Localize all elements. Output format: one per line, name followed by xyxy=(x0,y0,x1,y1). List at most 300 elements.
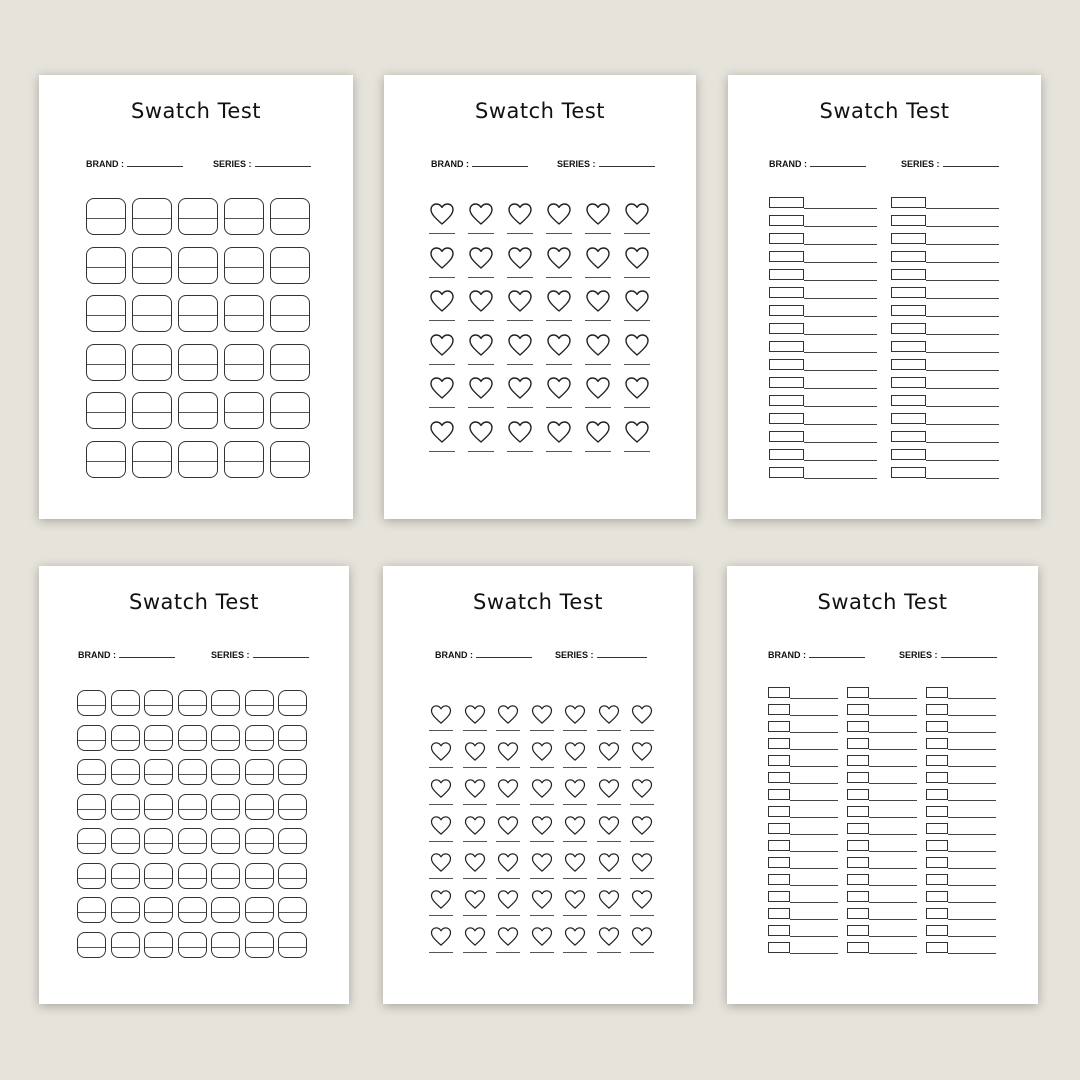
heart-label-line xyxy=(585,277,611,278)
heart-label-line xyxy=(429,277,455,278)
heart-icon xyxy=(585,421,611,443)
heart-label-line xyxy=(597,804,621,805)
swatch-box-divider xyxy=(271,315,309,316)
swatch-line-entry xyxy=(847,857,917,869)
swatch-line-entry xyxy=(891,215,999,227)
swatch-name-line xyxy=(790,732,838,733)
swatch-name-line xyxy=(804,298,877,299)
swatch-chip xyxy=(768,772,790,783)
heart-swatch xyxy=(507,334,533,366)
heart-swatch xyxy=(563,890,587,917)
swatch-chip xyxy=(926,806,948,817)
heart-label-line xyxy=(496,878,520,879)
swatch-box xyxy=(132,392,172,429)
swatch-chip xyxy=(891,359,926,370)
swatch-line-entry xyxy=(847,721,917,733)
swatch-name-line xyxy=(926,370,999,371)
swatch-chip xyxy=(891,341,926,352)
heart-swatch xyxy=(429,816,453,843)
brand-blank-line xyxy=(472,166,528,167)
swatch-line-entry xyxy=(768,891,838,903)
heart-icon xyxy=(546,377,572,399)
swatch-line-entry xyxy=(769,323,877,335)
swatch-box-divider xyxy=(246,947,273,948)
swatch-box xyxy=(77,725,106,751)
swatch-box-divider xyxy=(145,740,172,741)
swatch-box xyxy=(77,759,106,785)
heart-label-line xyxy=(468,451,494,452)
swatch-chip xyxy=(891,287,926,298)
heart-label-line xyxy=(563,952,587,953)
heart-swatch xyxy=(585,334,611,366)
heart-icon xyxy=(496,705,520,724)
template-page-swatch-lines-2col xyxy=(728,75,1041,519)
swatch-line-entry xyxy=(768,721,838,733)
swatch-name-line xyxy=(804,478,877,479)
swatch-box-divider xyxy=(78,912,105,913)
heart-swatch xyxy=(546,377,572,409)
swatch-box xyxy=(111,897,140,923)
swatch-box xyxy=(132,344,172,381)
swatch-name-line xyxy=(869,732,917,733)
heart-swatch xyxy=(496,779,520,806)
page-title: Swatch Test xyxy=(473,590,603,614)
heart-swatch xyxy=(624,334,650,366)
swatch-chip xyxy=(891,233,926,244)
heart-icon xyxy=(546,290,572,312)
swatch-chip xyxy=(891,215,926,226)
heart-icon xyxy=(507,247,533,269)
swatch-chip xyxy=(768,840,790,851)
heart-swatch xyxy=(546,334,572,366)
swatch-box xyxy=(144,863,173,889)
swatch-line-entry xyxy=(847,823,917,835)
swatch-name-line xyxy=(926,280,999,281)
swatch-chip xyxy=(847,687,869,698)
heart-label-line xyxy=(468,233,494,234)
swatch-chip xyxy=(926,772,948,783)
heart-icon xyxy=(630,816,654,835)
swatch-box xyxy=(77,690,106,716)
heart-label-line xyxy=(496,841,520,842)
series-blank-line xyxy=(941,657,997,658)
heart-label-line xyxy=(429,233,455,234)
swatch-chip xyxy=(926,874,948,885)
swatch-line-entry xyxy=(891,395,999,407)
swatch-box-divider xyxy=(179,364,217,365)
heart-swatch xyxy=(530,927,554,954)
swatch-box xyxy=(224,441,264,478)
swatch-name-line xyxy=(790,715,838,716)
swatch-name-line xyxy=(804,370,877,371)
heart-swatch xyxy=(585,421,611,453)
swatch-box xyxy=(270,344,310,381)
swatch-box-divider xyxy=(179,740,206,741)
heart-label-line xyxy=(429,767,453,768)
swatch-line-entry xyxy=(926,874,996,886)
swatch-name-line xyxy=(869,698,917,699)
swatch-name-line xyxy=(926,226,999,227)
swatch-box-divider xyxy=(179,218,217,219)
heart-icon xyxy=(530,779,554,798)
heart-icon xyxy=(463,779,487,798)
swatch-line-entry xyxy=(847,789,917,801)
swatch-line-entry xyxy=(769,467,877,479)
page-title: Swatch Test xyxy=(817,590,948,614)
heart-swatch xyxy=(429,421,455,453)
heart-swatch xyxy=(463,927,487,954)
swatch-box-divider xyxy=(145,809,172,810)
swatch-box-divider xyxy=(87,315,125,316)
series-blank-line xyxy=(597,657,647,658)
swatch-name-line xyxy=(926,262,999,263)
swatch-box-divider xyxy=(112,774,139,775)
swatch-line-entry xyxy=(926,925,996,937)
swatch-box-divider xyxy=(212,774,239,775)
swatch-box-divider xyxy=(271,218,309,219)
swatch-chip xyxy=(769,197,804,208)
swatch-line-entry xyxy=(891,323,999,335)
swatch-box xyxy=(77,828,106,854)
heart-icon xyxy=(496,816,520,835)
heart-swatch xyxy=(468,334,494,366)
swatch-name-line xyxy=(948,868,996,869)
brand-blank-line xyxy=(476,657,532,658)
swatch-name-line xyxy=(948,749,996,750)
swatch-box-divider xyxy=(279,774,306,775)
swatch-chip xyxy=(769,269,804,280)
swatch-name-line xyxy=(869,749,917,750)
heart-swatch xyxy=(463,853,487,880)
heart-icon xyxy=(597,853,621,872)
swatch-name-line xyxy=(926,316,999,317)
swatch-chip xyxy=(891,323,926,334)
brand-label: BRAND : xyxy=(769,159,807,169)
swatch-box-divider xyxy=(133,267,171,268)
heart-swatch xyxy=(429,927,453,954)
swatch-box xyxy=(211,897,240,923)
heart-icon xyxy=(597,816,621,835)
heart-icon xyxy=(429,742,453,761)
swatch-box xyxy=(178,897,207,923)
swatch-box-divider xyxy=(225,461,263,462)
swatch-box-divider xyxy=(87,267,125,268)
swatch-line-entry xyxy=(768,823,838,835)
swatch-line-entry xyxy=(847,874,917,886)
swatch-line-entry xyxy=(891,449,999,461)
swatch-box xyxy=(86,247,126,284)
heart-swatch xyxy=(429,334,455,366)
swatch-line-entry xyxy=(847,942,917,954)
heart-icon xyxy=(429,290,455,312)
swatch-line-entry xyxy=(769,431,877,443)
brand-field xyxy=(86,159,183,169)
brand-field xyxy=(78,650,175,660)
swatch-line-entry xyxy=(847,704,917,716)
heart-swatch xyxy=(563,816,587,843)
brand-label: BRAND : xyxy=(78,650,116,660)
heart-label-line xyxy=(630,841,654,842)
brand-blank-line xyxy=(809,657,865,658)
heart-label-line xyxy=(563,915,587,916)
heart-label-line xyxy=(546,233,572,234)
swatch-box xyxy=(111,828,140,854)
heart-label-line xyxy=(597,841,621,842)
heart-icon xyxy=(597,742,621,761)
heart-swatch xyxy=(585,377,611,409)
swatch-name-line xyxy=(804,460,877,461)
swatch-box xyxy=(278,828,307,854)
swatch-box-divider xyxy=(225,267,263,268)
swatch-box xyxy=(278,897,307,923)
heart-swatch xyxy=(507,203,533,235)
swatch-line-entry xyxy=(769,287,877,299)
swatch-chip xyxy=(847,942,869,953)
swatch-box-divider xyxy=(112,912,139,913)
heart-label-line xyxy=(597,915,621,916)
swatch-box xyxy=(224,392,264,429)
swatch-line-entry xyxy=(847,840,917,852)
heart-label-line xyxy=(468,277,494,278)
heart-icon xyxy=(530,705,554,724)
heart-icon xyxy=(429,927,453,946)
heart-icon xyxy=(429,203,455,225)
swatch-box xyxy=(132,441,172,478)
swatch-line-entry xyxy=(891,341,999,353)
heart-swatch xyxy=(563,705,587,732)
heart-swatch xyxy=(546,203,572,235)
swatch-line-entry xyxy=(926,806,996,818)
swatch-line-entry xyxy=(926,857,996,869)
template-page-swatch-hearts-7x7 xyxy=(383,566,693,1004)
swatch-box xyxy=(245,863,274,889)
swatch-line-entry xyxy=(768,738,838,750)
heart-label-line xyxy=(546,451,572,452)
swatch-box xyxy=(278,794,307,820)
swatch-box xyxy=(178,690,207,716)
heart-icon xyxy=(429,377,455,399)
swatch-chip xyxy=(847,925,869,936)
swatch-box-divider xyxy=(112,843,139,844)
swatch-box-divider xyxy=(87,412,125,413)
swatch-name-line xyxy=(869,885,917,886)
swatch-box xyxy=(86,441,126,478)
swatch-box-divider xyxy=(246,740,273,741)
swatch-chip xyxy=(769,359,804,370)
swatch-name-line xyxy=(790,919,838,920)
swatch-line-entry xyxy=(769,359,877,371)
heart-label-line xyxy=(429,364,455,365)
heart-swatch xyxy=(597,742,621,769)
swatch-box xyxy=(211,690,240,716)
swatch-box xyxy=(245,725,274,751)
swatch-name-line xyxy=(948,919,996,920)
heart-icon xyxy=(429,853,453,872)
heart-label-line xyxy=(496,804,520,805)
heart-label-line xyxy=(429,320,455,321)
heart-swatch xyxy=(468,247,494,279)
heart-icon xyxy=(630,853,654,872)
swatch-box-divider xyxy=(179,315,217,316)
heart-icon xyxy=(496,927,520,946)
swatch-chip xyxy=(769,233,804,244)
heart-icon xyxy=(563,927,587,946)
heart-icon xyxy=(597,779,621,798)
swatch-name-line xyxy=(869,817,917,818)
heart-swatch xyxy=(496,742,520,769)
swatch-box-divider xyxy=(179,774,206,775)
heart-icon xyxy=(468,377,494,399)
heart-label-line xyxy=(507,320,533,321)
swatch-chip xyxy=(926,721,948,732)
swatch-line-entry xyxy=(768,840,838,852)
heart-swatch xyxy=(429,377,455,409)
swatch-box-divider xyxy=(271,461,309,462)
heart-swatch xyxy=(563,853,587,880)
swatch-box-divider xyxy=(246,912,273,913)
heart-label-line xyxy=(463,952,487,953)
heart-label-line xyxy=(563,804,587,805)
heart-icon xyxy=(624,377,650,399)
swatch-chip xyxy=(926,891,948,902)
series-blank-line xyxy=(943,166,999,167)
heart-swatch xyxy=(463,779,487,806)
heart-swatch xyxy=(630,890,654,917)
swatch-box xyxy=(245,759,274,785)
heart-icon xyxy=(585,247,611,269)
swatch-name-line xyxy=(804,334,877,335)
series-blank-line xyxy=(255,166,311,167)
heart-icon xyxy=(546,203,572,225)
swatch-box-divider xyxy=(212,843,239,844)
swatch-box-divider xyxy=(112,947,139,948)
series-blank-line xyxy=(253,657,309,658)
heart-label-line xyxy=(530,915,554,916)
swatch-chip xyxy=(768,721,790,732)
heart-swatch xyxy=(624,290,650,322)
heart-swatch xyxy=(507,247,533,279)
heart-label-line xyxy=(507,407,533,408)
heart-swatch xyxy=(429,290,455,322)
swatch-box-divider xyxy=(212,740,239,741)
heart-icon xyxy=(429,247,455,269)
swatch-box-divider xyxy=(78,774,105,775)
heart-icon xyxy=(597,705,621,724)
heart-swatch xyxy=(530,705,554,732)
swatch-line-entry xyxy=(891,413,999,425)
swatch-box xyxy=(245,690,274,716)
heart-swatch xyxy=(563,927,587,954)
swatch-box-divider xyxy=(225,218,263,219)
heart-swatch xyxy=(624,203,650,235)
swatch-box xyxy=(144,690,173,716)
series-field xyxy=(213,159,311,169)
brand-blank-line xyxy=(810,166,866,167)
heart-label-line xyxy=(530,730,554,731)
swatch-line-entry xyxy=(768,908,838,920)
swatch-name-line xyxy=(926,352,999,353)
swatch-chip xyxy=(926,823,948,834)
swatch-box-divider xyxy=(212,912,239,913)
series-label: SERIES : xyxy=(899,650,938,660)
swatch-name-line xyxy=(948,766,996,767)
swatch-name-line xyxy=(869,766,917,767)
heart-swatch xyxy=(507,421,533,453)
swatch-name-line xyxy=(869,783,917,784)
swatch-box xyxy=(111,690,140,716)
swatch-box-divider xyxy=(87,218,125,219)
heart-icon xyxy=(585,377,611,399)
brand-field xyxy=(768,650,865,660)
swatch-line-entry xyxy=(769,305,877,317)
heart-icon xyxy=(624,203,650,225)
swatch-chip xyxy=(768,908,790,919)
swatch-chip xyxy=(847,908,869,919)
heart-icon xyxy=(463,816,487,835)
swatch-chip xyxy=(768,738,790,749)
heart-swatch xyxy=(530,779,554,806)
heart-swatch xyxy=(429,853,453,880)
swatch-line-entry xyxy=(847,925,917,937)
heart-icon xyxy=(468,334,494,356)
template-page-swatch-boxes-7x8 xyxy=(39,566,349,1004)
swatch-name-line xyxy=(926,406,999,407)
swatch-box-divider xyxy=(179,912,206,913)
heart-label-line xyxy=(630,915,654,916)
heart-swatch xyxy=(563,779,587,806)
heart-label-line xyxy=(507,233,533,234)
swatch-line-entry xyxy=(768,789,838,801)
heart-swatch xyxy=(630,779,654,806)
swatch-name-line xyxy=(948,902,996,903)
brand-label: BRAND : xyxy=(768,650,806,660)
swatch-name-line xyxy=(926,424,999,425)
swatch-chip xyxy=(769,449,804,460)
swatch-name-line xyxy=(869,868,917,869)
swatch-name-line xyxy=(926,244,999,245)
swatch-line-entry xyxy=(891,287,999,299)
heart-icon xyxy=(530,853,554,872)
swatch-box-divider xyxy=(133,315,171,316)
swatch-name-line xyxy=(790,698,838,699)
swatch-chip xyxy=(769,341,804,352)
swatch-chip xyxy=(847,840,869,851)
heart-label-line xyxy=(496,767,520,768)
swatch-name-line xyxy=(869,953,917,954)
heart-label-line xyxy=(546,407,572,408)
heart-label-line xyxy=(429,407,455,408)
swatch-name-line xyxy=(804,406,877,407)
swatch-box-divider xyxy=(179,705,206,706)
swatch-name-line xyxy=(948,834,996,835)
heart-label-line xyxy=(585,407,611,408)
swatch-chip xyxy=(768,891,790,902)
template-page-swatch-lines-3col xyxy=(727,566,1038,1004)
swatch-box-divider xyxy=(112,809,139,810)
heart-swatch xyxy=(463,890,487,917)
heart-icon xyxy=(563,890,587,909)
swatch-box xyxy=(178,198,218,235)
heart-icon xyxy=(585,334,611,356)
swatch-chip xyxy=(768,687,790,698)
heart-icon xyxy=(546,247,572,269)
swatch-chip xyxy=(768,806,790,817)
swatch-box xyxy=(86,198,126,235)
heart-icon xyxy=(468,421,494,443)
heart-swatch xyxy=(429,203,455,235)
heart-swatch xyxy=(624,377,650,409)
swatch-line-entry xyxy=(769,251,877,263)
